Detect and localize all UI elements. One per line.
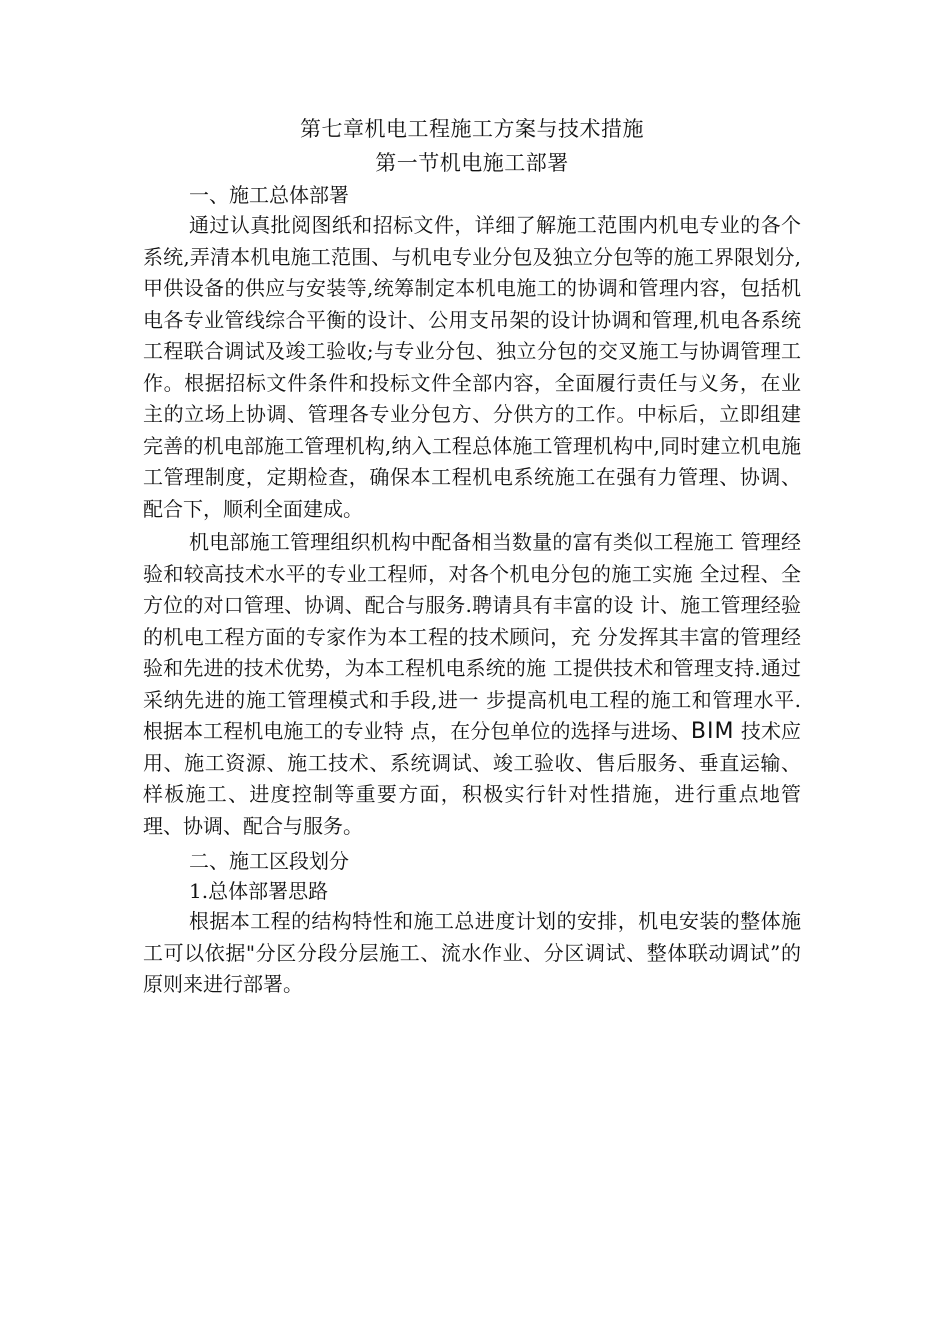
chapter-title: 第七章机电工程施工方案与技术措施 — [300, 117, 644, 141]
document-page — [143, 112, 801, 1001]
paragraph-2-part2: 技术应用、施工资源、施工技术、系统调试、竣工验收、售后服务、垂直运输、样板施工、进度控制等重要方面，积极实行针对性措施，进行重点地管理、协调、配合与服务。 — [143, 719, 802, 838]
paragraph-3: 根据本工程的结构特性和施工总进度计划的安排，机电安装的整体施工可以依据"分区分段分层施工、流水作业、分区调试、整体联动调试”的原则来进行部署。 — [143, 909, 801, 996]
heading-zone-division: 二、施工区段划分 — [189, 849, 349, 873]
paragraph-2 — [143, 527, 801, 842]
paragraph-2-part1: 机电部施工管理组织机构中配备相当数量的富有类似工程施工 管理经验和较高技术水平的专业工程师，对各个机电分包的施工实施 全过程、全方位的对口管理、协调、配合与服务.聘请具有丰富的设 计、施工管理经验的机电工程方面的专家作为本工程的技术顾问，充 分发挥其丰富的管理经验和先进的技术优势，为本工程机电系统的施 工提供技术和管理支持.通过采纳先进的施工管理模式和手段,进一 步提高机电工程的施工和管理水平.根据本工程机电施工的专业特 点，在分包单位的选择与进场、 — [143, 530, 801, 743]
subheading-deployment-idea: 1.总体部署思路 — [189, 879, 329, 903]
heading-overall-deployment: 一、施工总体部署 — [189, 183, 349, 207]
paragraph-1: 通过认真批阅图纸和招标文件，详细了解施工范围内机电专业的各个系统,弄清本机电施工范围、与机电专业分包及独立分包等的施工界限划分,甲供设备的供应与安装等,统筹制定本机电施工的协调和管理内容，包括机电各专业管线综合平衡的设计、公用支吊架的设计协调和管理,机电各系统工程联合调试及竣工验收;与专业分包、独立分包的交叉施工与协调管理工作。根据招标文件条件和投标文件全部内容，全面履行责任与义务，在业主的立场上协调、管理各专业分包方、分供方的工作。中标后，立即组建完善的机电部施工管理机构,纳入工程总体施工管理机构中,同时建立机电施工管理制度，定期检查，确保本工程机电系统施工在强有力管理、协调、配合下，顺利全面建成。 — [143, 213, 801, 521]
bim-term: BIM — [690, 719, 735, 744]
section-title: 第一节机电施工部署 — [375, 151, 569, 175]
